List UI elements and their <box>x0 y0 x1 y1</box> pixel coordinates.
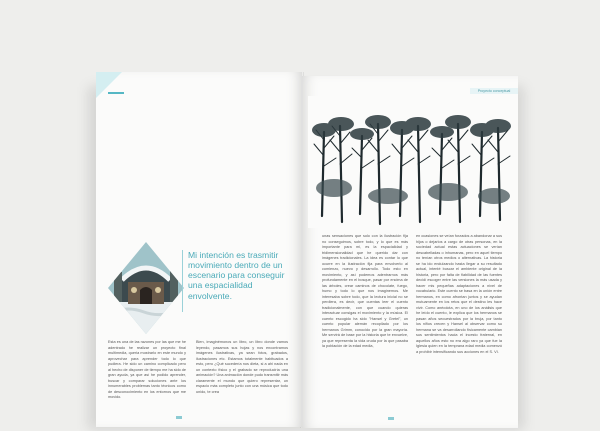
left-page <box>96 72 302 427</box>
left-column-1: Esta es una de las razones por las que me he adentrado he realizar un proyecto final multimedia, queria mostrarlo en este mundo y aprovechar para aprender todo lo que pudiera. He sido un camino complicado pero al hecho de disponer de tiempo me ha sido de gran ayuda, ya que así he podido aprender, buscar y comparar soluciones ante los innumerables problemas tanto técnicos como de desconocimiento en los entornos que me movido. <box>108 340 186 399</box>
left-column-2: Bien, imaginémonos un libro, un libro donde vamos leyendo, pasamos sus hojas y nos encontramos imágenes ilustrativas, ya sean fotos, grabados, ilustraciones etc. Estamos totalmente habituados a esto, pero ¿Qué sucedería nos dieta, si a ahi nada en un contexto físico y el grabado se reproduciría una animación? Una animación donde pudo transmitir más claramente el mundo que quiero representar, un espacio más completo junto con una música que todo unido, te crea <box>196 340 288 394</box>
forest-illustration <box>308 96 514 228</box>
right-column-1: unas sensaciones que solo con la ilustración fija no conseguimos, sobre todo, y lo que es más importante para mi, es la espacialidad y tridimensionalidad que he querido dar con imágenes tradicionales. La idea es contar lo que ocurre en la ilustración fija para envolverlo al comienzo, nuevo y desarrollo. Todo esto en movimiento, y así podemos adentrarnos más profundamente en el bosque, pasar por encima de las árboles, crear caminos de chocolate, fuego, humo y todo lo que nos imaginemos. Me interesaba sobre todo, que la lectura inicial no se perdiera, es decir, que cuentas leer el cuento tradicionalmente, con que cuando quieras interactuar consigas el movimiento y la música. El cuento escogido ha sido "Hansel y Gretel", un cuento popular alemán recopilado por los hermanos Grimm, conocido por la gran mayoría. Me servirá de base por la historia que te envuelve, ya que representa la vida cruda por la que pasaba la población de la edad media, <box>322 234 408 348</box>
section-header-tab: Proyecto conceptual <box>470 88 518 94</box>
page-folio-left <box>176 416 182 419</box>
pull-quote: Mi intención es trasmitir movimiento dentro de un escenario para conseguir una espacialidad envolvente. <box>188 250 285 301</box>
quote-bar <box>182 250 183 312</box>
teal-corner-decoration <box>96 72 122 98</box>
page-folio-right <box>388 417 394 420</box>
top-rule <box>108 92 124 94</box>
right-page <box>302 76 518 428</box>
right-column-2: en ocasiones se veían forzados a abandonar a sus hijos o dejarlos a cargo de otras personas, en la sociedad actual estas actuaciones se verían descabelladas o inhumanas, pero en aquel tiempo no tenían otros medios o alternativas. La historia se ha ido endulzando hasta llegar a su resultado actual, intenté buscar el ambiente original de la historia, pero por falta de fiabilidad de las fuentes decidí escoger entre las versiones la más usada y hacer mis pequeñas adaptaciones a nivel de vocabulario. Este cuento se basa en la unión entre hermanos, en como afrontan juntos y se ayudan mutuamente en los retos que el destino les hace vivir. Como anécdota, en uno de los análisis que he leído el cuento, le explica que los hermanos se pasan años secuestrados por la bruja, por tanto los niños crecen y Hansel al observar como su hermana se va desarrollando físicamente cambian sus sentimientos hacia el incesto fraternal, en aquellos años esto no era algo raro ya que fue la Iglesia quien en la temprana edad media comenzó a prohibir intensificando sus acciones en el S. VI. <box>416 234 502 354</box>
cottage-illustration-diamond <box>108 242 184 334</box>
